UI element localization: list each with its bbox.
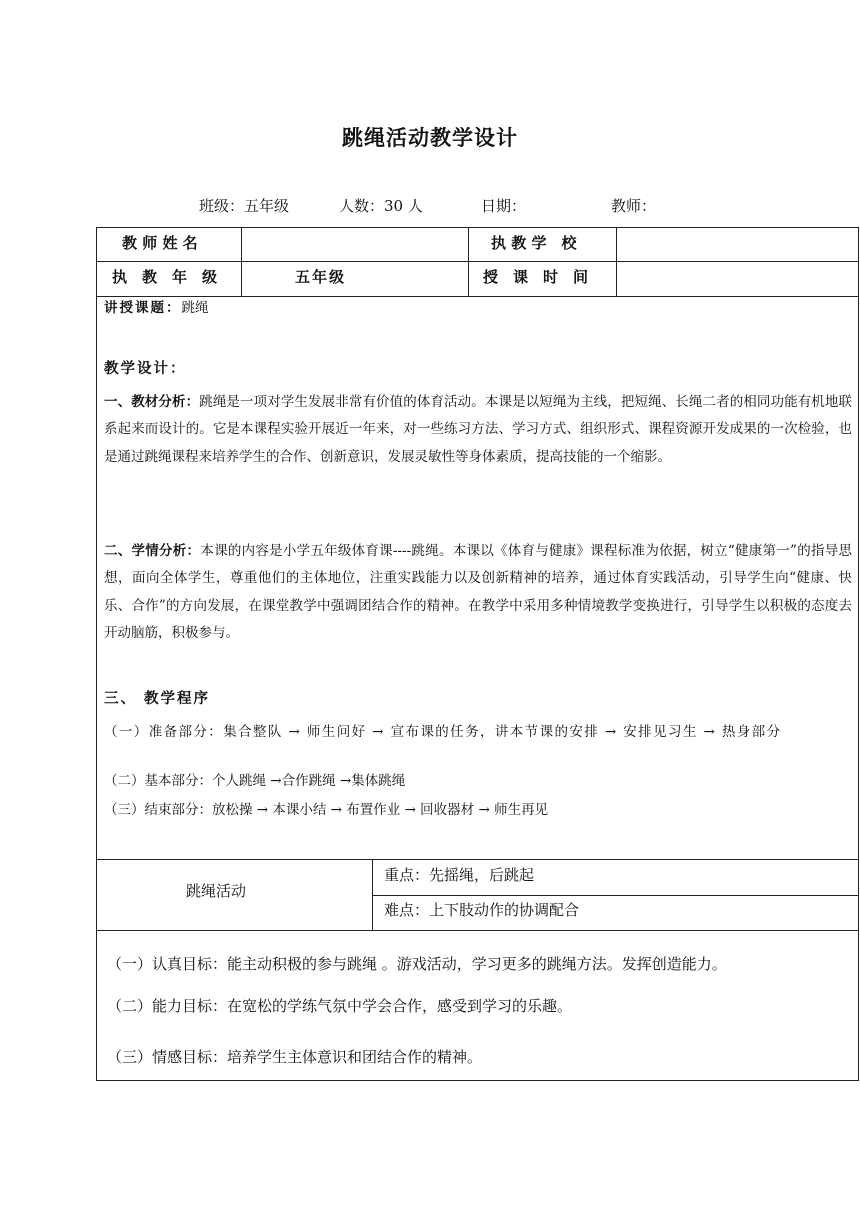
student-count-info: 人数：30 人 bbox=[339, 197, 423, 215]
teacher-name-label: 教 师 姓 名 bbox=[122, 234, 198, 252]
procedure-step-1: （一）准备部分：集合整队 → 师生问好 → 宣布课的任务，讲本节课的安排 → 安排见习生 → 热身部分 bbox=[104, 724, 782, 740]
goal-emotion: （三）情感目标：培养学生主体意识和团结合作的精神。 bbox=[107, 1048, 483, 1066]
topic-label: 讲授课题： bbox=[104, 300, 182, 316]
analysis-text: 跳绳是一项对学生发展非常有价值的体育活动。本课是以短绳为主线，把短绳、长绳二者的相同功能有机地联系起来而设计的。它是本课程实验开展近一年来，对一些练习方法、学习方式、组织形式、课程资源开发成果的一次检验，也是通过跳绳课程来培养学生的合作、创新意识，发展灵敏性等身体素质，提高技能的一个缩影。 bbox=[104, 394, 853, 465]
class-info: 班级：五年级 bbox=[199, 197, 290, 215]
grade-value: 五年级 bbox=[295, 268, 347, 286]
student-analysis-paragraph bbox=[104, 538, 852, 647]
activity-name: 跳绳活动 bbox=[186, 882, 247, 900]
topic-line bbox=[104, 295, 852, 322]
procedure-step-2: （二）基本部分：个人跳绳 →合作跳绳 →集体跳绳 bbox=[104, 773, 406, 789]
topic-value: 跳绳 bbox=[181, 300, 209, 316]
goal-ability: （二）能力目标：在宽松的学练气氛中学会合作，感受到学习的乐趣。 bbox=[107, 997, 573, 1015]
grade-label: 执 教 年 级 bbox=[112, 268, 218, 286]
teacher-info: 教师： bbox=[611, 197, 657, 215]
document-title: 跳绳活动教学设计 bbox=[342, 125, 518, 150]
procedure-step-3: （三）结束部分：放松操 → 本课小结 → 布置作业 → 回收器材 → 师生再见 bbox=[104, 802, 549, 818]
time-label: 授 课 时 间 bbox=[483, 268, 589, 286]
school-label: 执 教 学 校 bbox=[491, 234, 577, 252]
analysis-label: 一、教材分析： bbox=[104, 394, 200, 410]
key-point: 重点：先摇绳，后跳起 bbox=[384, 866, 535, 884]
procedure-heading: 三、 教学程序 bbox=[104, 690, 211, 707]
student-analysis-text: 本课的内容是小学五年级体育课----跳绳。本课以《体育与健康》课程标准为依据，树立“健康第一”的指导思想，面向全体学生，尊重他们的主体地位，注重实践能力以及创新精神的培养，通过体育实践活动，引导学生向“健康、快乐、合作”的方向发展，在课堂教学中强调团结合作的精神。在教学中采用多种情境教学变换进行，引导学生以积极的态度去开动脑筋，积极参与。 bbox=[104, 543, 852, 641]
difficulty-point: 难点：上下肢动作的协调配合 bbox=[384, 901, 580, 919]
date-info: 日期： bbox=[481, 197, 527, 215]
analysis-paragraph bbox=[104, 389, 852, 471]
student-analysis-label: 二、学情分析： bbox=[104, 543, 201, 559]
design-heading: 教学设计： bbox=[104, 360, 187, 377]
goal-cognitive: （一）认真目标：能主动积极的参与跳绳 。游戏活动，学习更多的跳绳方法。发挥创造能力。 bbox=[107, 955, 727, 973]
